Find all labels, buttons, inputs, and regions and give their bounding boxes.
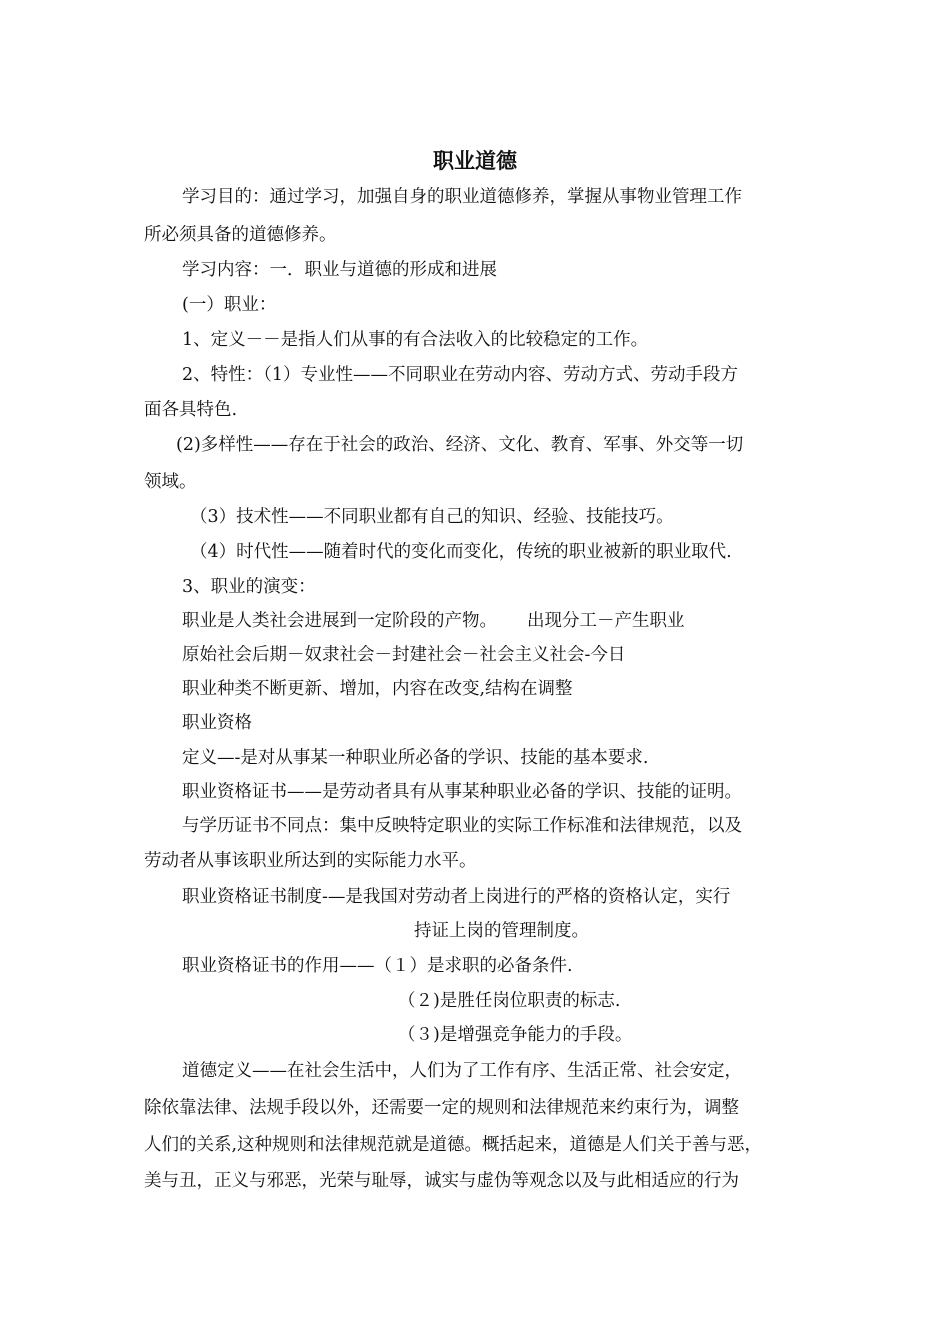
paragraph-line: 道德定义——在社会生活中，人们为了工作有序、生活正常、社会安定， [182,1061,742,1081]
paragraph-line: (2)多样性——存在于社会的政治、经济、文化、教育、军事、外交等一切 [176,435,744,455]
paragraph-line: （4）时代性——随着时代的变化而变化，传统的职业被新的职业取代. [190,542,732,562]
paragraph-line: 3、职业的演变： [182,577,316,597]
paragraph-line: 与学历证书不同点：集中反映特定职业的实际工作标准和法律规范，以及 [182,816,742,836]
paragraph-line: 面各具特色. [144,400,238,420]
paragraph-line: 职业资格证书——是劳动者具有从事某种职业必备的学识、技能的证明。 [182,782,742,802]
paragraph-line: 职业资格证书制度-—是我国对劳动者上岗进行的严格的资格认定，实行 [182,887,731,907]
paragraph-line: 美与丑，正义与邪恶，光荣与耻辱，诚实与虚伪等观念以及与此相适应的行为 [144,1171,739,1191]
paragraph-line: 除依靠法律、法规手段以外，还需要一定的规则和法律规范来约束行为，调整 [144,1098,739,1118]
paragraph-line: 定义—-是对从事某一种职业所必备的学识、技能的基本要求. [182,748,649,768]
paragraph-line: 学习目的：通过学习，加强自身的职业道德修养，掌握从事物业管理工作 [182,187,742,207]
paragraph-line: 原始社会后期－奴隶社会－封建社会－社会主义社会-今日 [182,645,626,665]
paragraph-line: 学习内容：一．职业与道德的形成和进展 [182,260,497,280]
paragraph-line: (一）职业： [182,295,277,315]
line-segment: 职业是人类社会进展到一定阶段的产物。 [182,611,497,631]
paragraph-line: （２)是胜任岗位职责的标志. [398,991,621,1011]
document-title: 职业道德 [433,149,517,173]
paragraph-line: 1、定义－－是指人们从事的有合法收入的比较稳定的工作。 [182,330,649,350]
paragraph-line: 人们的关系,这种规则和法律规范就是道德。概括起来，道德是人们关于善与恶， [144,1135,763,1155]
line-segment: 出现分工－产生职业 [527,611,685,631]
paragraph-line: 职业资格 [182,713,252,733]
paragraph-line: 2、特性：（1）专业性——不同职业在劳动内容、劳动方式、劳动手段方 [182,365,739,385]
paragraph-line [182,606,685,636]
paragraph-line: 持证上岗的管理制度。 [414,921,589,941]
paragraph-line: （3）技术性——不同职业都有自己的知识、经验、技能技巧。 [190,507,674,527]
paragraph-line: 职业种类不断更新、增加，内容在改变,结构在调整 [182,679,573,699]
paragraph-line: 领域。 [144,472,197,492]
paragraph-line: 劳动者从事该职业所达到的实际能力水平。 [144,851,477,871]
paragraph-line: 所必须具备的道德修养。 [144,225,337,245]
paragraph-line: （３)是增强竞争能力的手段。 [398,1025,633,1045]
paragraph-line: 职业资格证书的作用——（１）是求职的必备条件. [182,956,573,976]
